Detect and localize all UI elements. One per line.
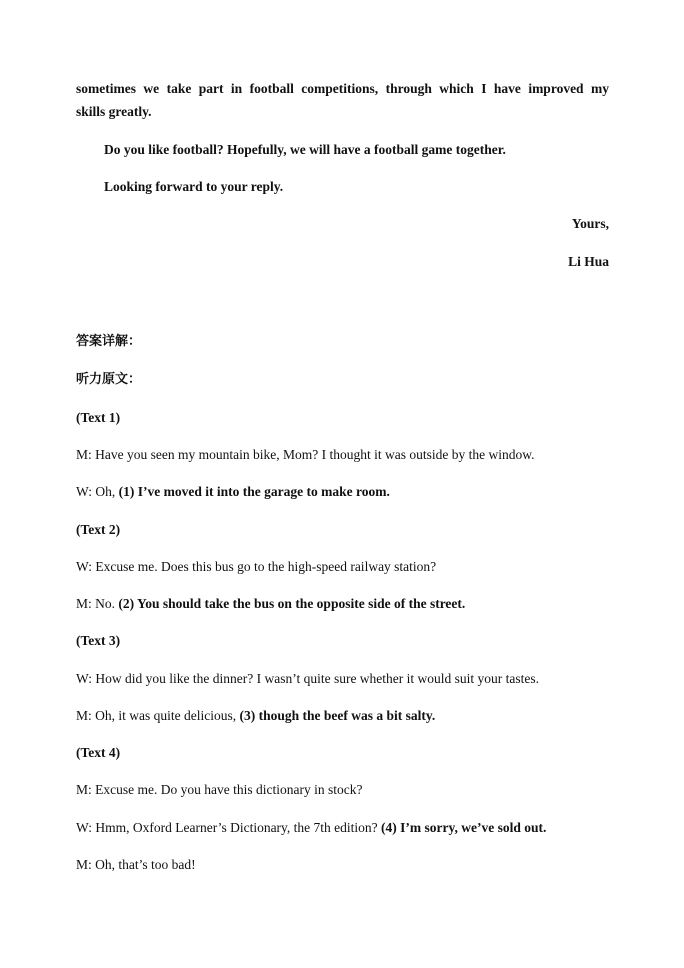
answer-key-1: (1) I’ve moved it into the garage to make room. [118,484,390,499]
letter-line-2: skills greatly. [76,104,152,119]
answer-key-4: (4) I’m sorry, we’ve sold out. [381,820,547,835]
letter-paragraph-2: Do you like football? Hopefully, we will have a football game together. [104,142,506,157]
letter-line-1: sometimes we take part in football competitions, through which I have improved my [76,81,609,96]
answer-key-3: (3) though the beef was a bit salty. [239,708,436,723]
text-4-line-1 [76,781,362,799]
text-1-line-1 [76,446,534,464]
text-1-label: (Text 1) [76,410,121,425]
letter-signature: Li Hua [568,254,609,269]
text-2-label: (Text 2) [76,522,121,537]
text-3-label: (Text 3) [76,633,121,648]
dialogue-text: W: Oh, [76,484,119,499]
letter-paragraph-3: Looking forward to your reply. [104,179,284,194]
letter-closing: Yours, [571,216,609,231]
dialogue-text: M: No. [76,596,119,611]
transcript-heading: 听力原文： [76,372,142,387]
text-3-line-1 [76,670,539,688]
text-4-line-3 [76,856,196,874]
dialogue-text: M: Excuse me. Do you have this dictionary in stock? [76,782,363,797]
text-4-label: (Text 4) [76,745,121,760]
text-1-line-2 [76,483,390,501]
answer-heading: 答案详解： [76,334,142,349]
dialogue-text: M: Oh, it was quite delicious, [76,708,240,723]
text-4-line-2 [76,819,546,837]
text-2-line-1 [76,558,436,576]
dialogue-text: M: Have you seen my mountain bike, Mom? I thought it was outside by the window. [76,447,535,462]
dialogue-text: M: Oh, that’s too bad! [76,857,196,872]
answer-key-2: (2) You should take the bus on the opposite side of the street. [118,596,466,611]
dialogue-text: W: Hmm, Oxford Learner’s Dictionary, the 7th edition? [76,820,382,835]
text-3-line-2 [76,707,435,725]
dialogue-text: W: Excuse me. Does this bus go to the high-speed railway station? [76,559,437,574]
text-2-line-2 [76,595,465,613]
dialogue-text: W: How did you like the dinner? I wasn’t quite sure whether it would suit your tastes. [76,671,540,686]
